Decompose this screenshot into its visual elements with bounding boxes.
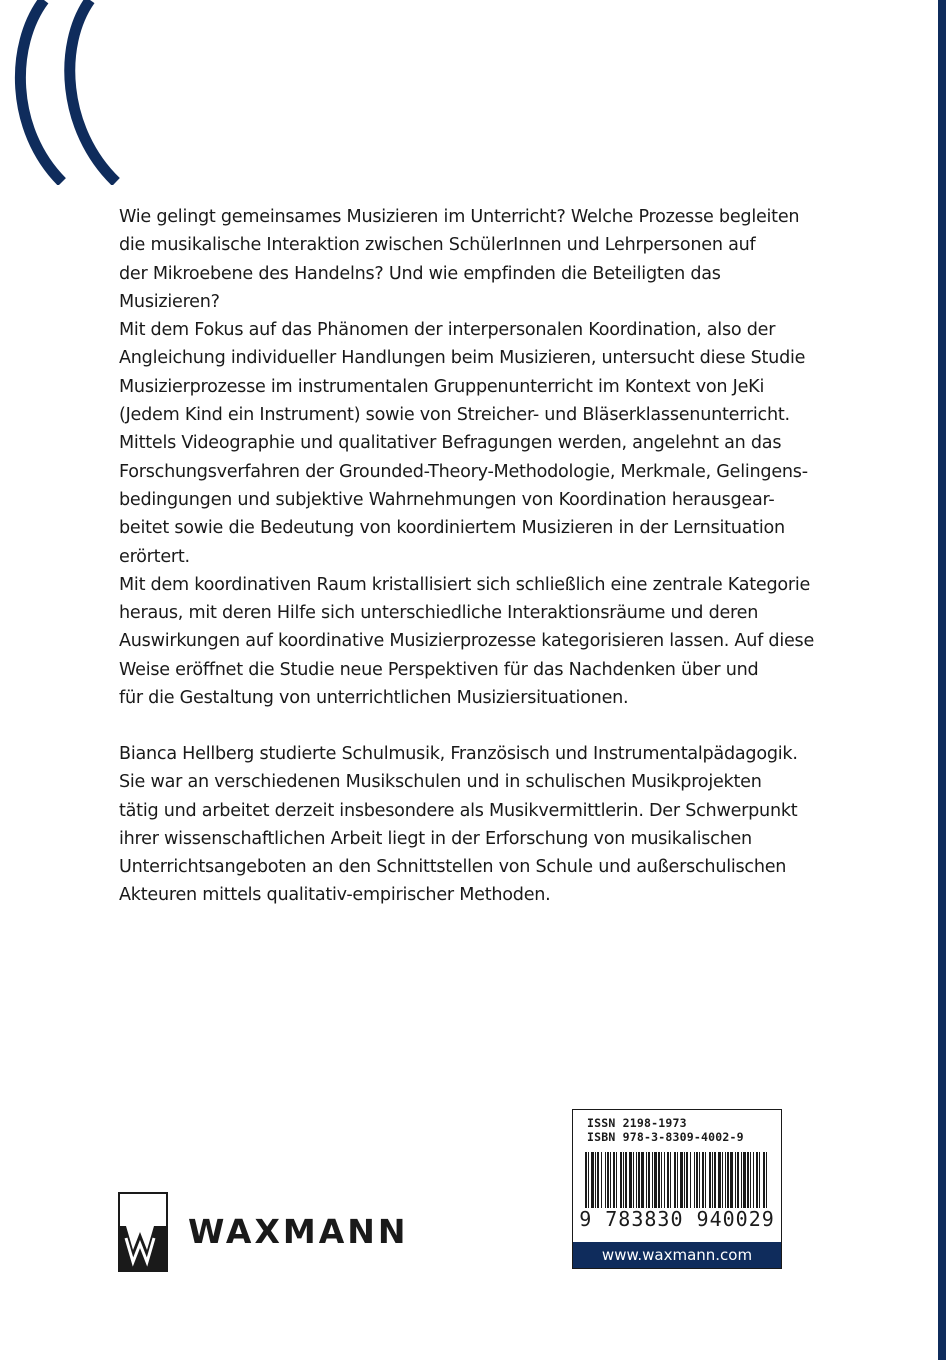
isbn-label: ISBN 978-3-8309-4002-9 — [587, 1130, 744, 1144]
blurb-paragraph-2: Mit dem koordinativen Raum kristallisiert sich schließlich eine zentrale Kategorie heraus, mit deren Hilfe sich unterschiedliche Interaktionsräume und deren Auswirkungen auf koordinative Musizierprozesse kategorisieren lassen. Auf diese Weise eröffnet die Studie neue Perspektiven für das Nachdenken über und für die Gestaltung von unterrichtlichen Musiziersituationen. — [119, 574, 815, 709]
barcode-stripe — [705, 1152, 706, 1208]
publisher-name: WAXMANN — [188, 1212, 409, 1251]
barcode-stripe — [638, 1152, 640, 1208]
barcode-stripe — [741, 1152, 742, 1208]
barcode-stripe — [750, 1152, 751, 1208]
barcode-stripe — [730, 1152, 733, 1208]
barcode-stripe — [718, 1152, 721, 1208]
publisher-url[interactable]: www.waxmann.com — [573, 1242, 781, 1268]
barcode-stripe — [585, 1152, 587, 1208]
barcode-stripe — [641, 1152, 644, 1208]
barcode-stripe — [759, 1152, 760, 1208]
waxmann-logo-icon — [118, 1192, 168, 1272]
barcode-stripe — [597, 1152, 599, 1208]
barcode-stripe — [699, 1152, 700, 1208]
barcode-stripe — [601, 1152, 602, 1208]
barcode-stripe — [670, 1152, 671, 1208]
barcode-stripe — [667, 1152, 669, 1208]
barcode-stripe — [686, 1152, 688, 1208]
barcode-stripe — [725, 1152, 726, 1208]
barcode-stripe — [684, 1152, 685, 1208]
barcode-stripe — [766, 1152, 767, 1208]
barcode-stripe — [735, 1152, 736, 1208]
barcode-bars — [585, 1152, 771, 1208]
author-bio — [119, 740, 819, 910]
barcode-stripe — [727, 1152, 729, 1208]
barcode-stripe — [646, 1152, 647, 1208]
barcode-stripe — [613, 1152, 615, 1208]
blurb-text — [119, 203, 819, 712]
barcode-box — [572, 1109, 782, 1269]
barcode-stripe — [591, 1152, 594, 1208]
barcode-stripe — [652, 1152, 653, 1208]
ean-digits: 9 783830 940029 — [579, 1207, 775, 1231]
barcode-stripe — [605, 1152, 606, 1208]
barcode-stripe — [714, 1152, 716, 1208]
barcode-stripe — [588, 1152, 589, 1208]
barcode-stripe — [756, 1152, 758, 1208]
barcode-stripe — [763, 1152, 765, 1208]
barcode-stripe — [636, 1152, 637, 1208]
barcode-stripe — [677, 1152, 678, 1208]
barcode-stripe — [658, 1152, 660, 1208]
barcode-stripe — [629, 1152, 632, 1208]
barcode-stripe — [722, 1152, 723, 1208]
spine-edge-bar — [938, 0, 946, 1360]
barcode-stripe — [620, 1152, 622, 1208]
issn-label: ISSN 2198-1973 — [587, 1116, 687, 1130]
blurb-paragraph-1: Wie gelingt gemeinsames Musizieren im Unterricht? Welche Prozesse begleiten die musikalische Interaktion zwischen SchülerInnen und Lehrpersonen auf der Mikroebene des Handelns? Und wie empfinden die Beteiligten das Musizieren? Mit dem Fokus auf das Phänomen der interpersonalen Koordination, also der Angleichung individueller Handlungen beim Musizieren, untersucht diese Studie Musizierprozesse im instrumentalen Gruppenunterricht im Kontext von JeKi (Jedem Kind ein Instrument) sowie von Streicher- und Bläserklassenunterricht. Mittels Videographie und qualitativer Befragungen werden, angelehnt an das Forschungsverfahren der Grounded-Theory-Methodologie, Merkmale, Gelingens- bedingungen und subjektive Wahrnehmungen von Koordination herausgear- beitet sowie die Bedeutung von koordiniertem Musizieren in der Lernsituation erörtert. — [119, 207, 808, 567]
barcode-stripe — [610, 1152, 611, 1208]
barcode-stripe — [694, 1152, 695, 1208]
barcode-stripe — [623, 1152, 624, 1208]
barcode-stripe — [743, 1152, 746, 1208]
barcode-stripe — [690, 1152, 691, 1208]
barcode-stripe — [664, 1152, 665, 1208]
barcode-stripe — [702, 1152, 704, 1208]
barcode-stripe — [674, 1152, 676, 1208]
barcode-stripe — [654, 1152, 657, 1208]
barcode-stripe — [607, 1152, 609, 1208]
barcode-stripe — [595, 1152, 596, 1208]
barcode-stripe — [625, 1152, 627, 1208]
barcode-stripe — [661, 1152, 662, 1208]
barcode-stripe — [737, 1152, 739, 1208]
barcode-stripe — [709, 1152, 711, 1208]
barcode-stripe — [753, 1152, 754, 1208]
barcode-stripe — [712, 1152, 713, 1208]
barcode-stripe — [633, 1152, 634, 1208]
barcode-stripe — [648, 1152, 650, 1208]
barcode-stripe — [616, 1152, 617, 1208]
barcode-stripe — [747, 1152, 749, 1208]
barcode-stripe — [696, 1152, 698, 1208]
decorative-arcs — [0, 0, 140, 185]
author-bio-text: Bianca Hellberg studierte Schulmusik, Französisch und Instrumentalpädagogik. Sie war an verschiedenen Musikschulen und in schulischen Musikprojekten tätig und arbeitet derzeit insbesondere als Musikvermittlerin. Der Schwerpunkt ihrer wissenschaftlichen Arbeit liegt in der Erforschung von musikalischen Unterrichtsangeboten an den Schnittstellen von Schule und außerschulischen Akteuren mittels qualitativ-empirischer Methoden. — [119, 744, 798, 906]
barcode-stripe — [680, 1152, 683, 1208]
